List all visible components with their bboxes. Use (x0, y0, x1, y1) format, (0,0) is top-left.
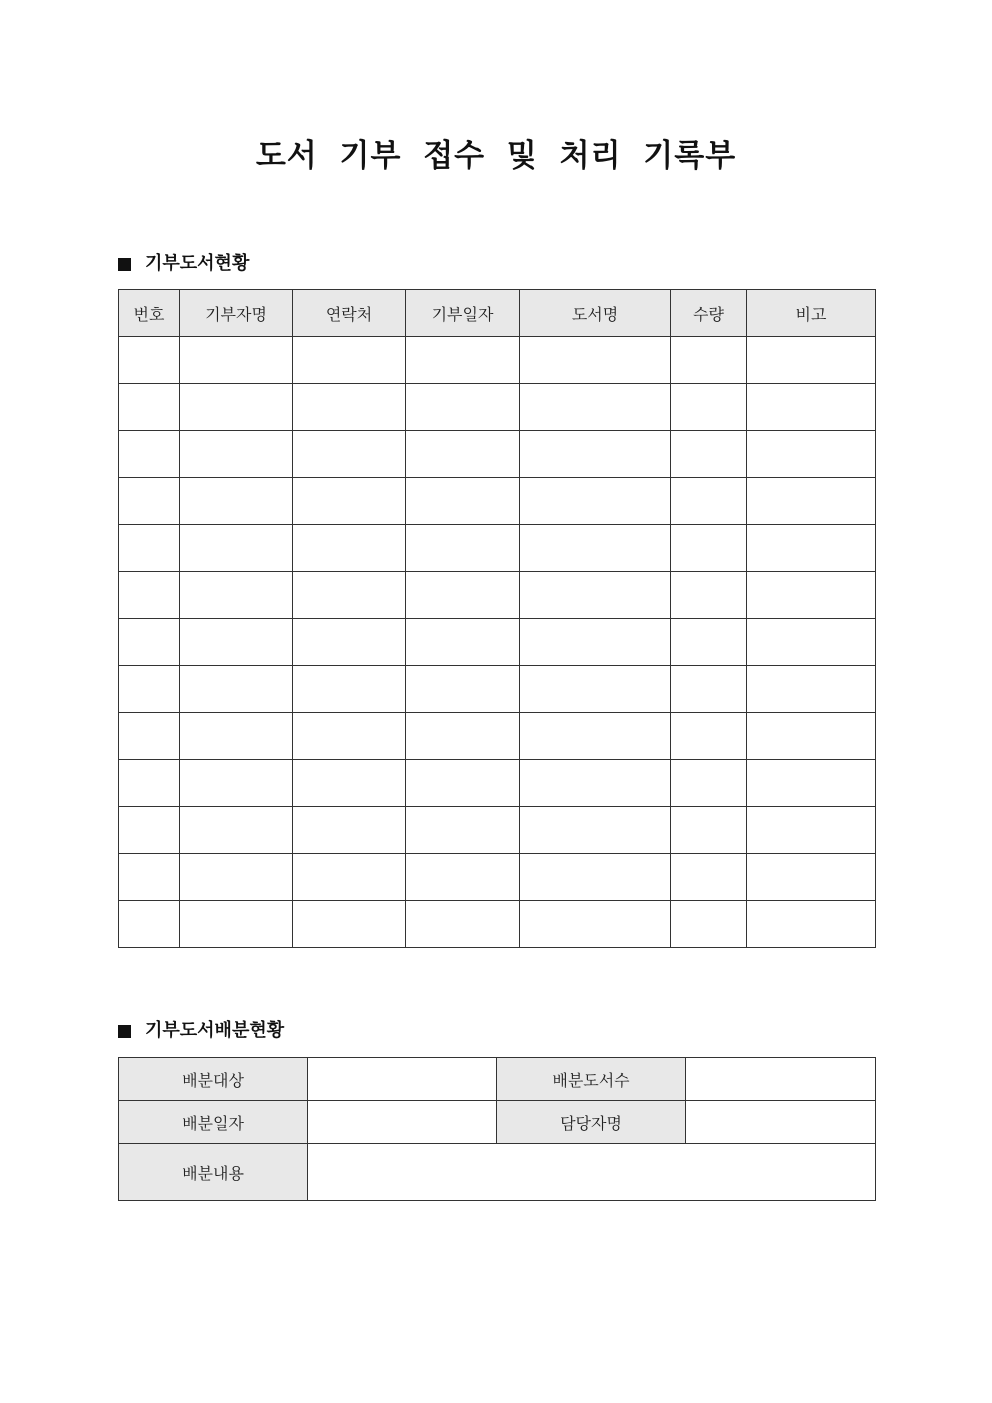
cell-remarks[interactable] (747, 666, 876, 713)
cell-contact[interactable] (293, 384, 406, 431)
cell-donation-date[interactable] (406, 666, 520, 713)
cell-number[interactable] (119, 478, 180, 525)
column-header-book-title: 도서명 (520, 290, 671, 337)
cell-donor-name[interactable] (180, 760, 293, 807)
cell-remarks[interactable] (747, 525, 876, 572)
cell-quantity[interactable] (671, 525, 747, 572)
cell-contact[interactable] (293, 478, 406, 525)
cell-quantity[interactable] (671, 431, 747, 478)
cell-contact[interactable] (293, 525, 406, 572)
cell-remarks[interactable] (747, 854, 876, 901)
table-row (119, 666, 876, 713)
label-distribution-manager: 담당자명 (497, 1101, 686, 1144)
table-row (119, 1101, 876, 1144)
cell-remarks[interactable] (747, 619, 876, 666)
cell-number[interactable] (119, 525, 180, 572)
cell-number[interactable] (119, 384, 180, 431)
cell-donation-date[interactable] (406, 572, 520, 619)
cell-number[interactable] (119, 760, 180, 807)
table-row (119, 854, 876, 901)
cell-donor-name[interactable] (180, 572, 293, 619)
cell-quantity[interactable] (671, 572, 747, 619)
cell-donation-date[interactable] (406, 525, 520, 572)
distribution-status-table (118, 1057, 876, 1201)
cell-donation-date[interactable] (406, 619, 520, 666)
table-row (119, 1144, 876, 1201)
cell-donor-name[interactable] (180, 901, 293, 948)
cell-quantity[interactable] (671, 807, 747, 854)
cell-donor-name[interactable] (180, 384, 293, 431)
table-row (119, 384, 876, 431)
cell-donor-name[interactable] (180, 713, 293, 760)
cell-number[interactable] (119, 666, 180, 713)
cell-contact[interactable] (293, 431, 406, 478)
field-distribution-manager[interactable] (686, 1101, 876, 1144)
cell-book-title[interactable] (520, 337, 671, 384)
column-header-donation-date: 기부일자 (406, 290, 520, 337)
square-bullet-icon (118, 1025, 131, 1038)
cell-number[interactable] (119, 854, 180, 901)
donation-table-body (119, 337, 876, 948)
cell-donor-name[interactable] (180, 807, 293, 854)
square-bullet-icon (118, 258, 131, 271)
cell-donor-name[interactable] (180, 854, 293, 901)
cell-donation-date[interactable] (406, 478, 520, 525)
cell-number[interactable] (119, 337, 180, 384)
cell-donation-date[interactable] (406, 713, 520, 760)
table-row (119, 1058, 876, 1101)
cell-donation-date[interactable] (406, 760, 520, 807)
cell-contact[interactable] (293, 901, 406, 948)
cell-quantity[interactable] (671, 478, 747, 525)
cell-book-title[interactable] (520, 760, 671, 807)
table-row (119, 807, 876, 854)
cell-book-title[interactable] (520, 525, 671, 572)
cell-remarks[interactable] (747, 760, 876, 807)
cell-donor-name[interactable] (180, 478, 293, 525)
cell-remarks[interactable] (747, 384, 876, 431)
cell-donation-date[interactable] (406, 854, 520, 901)
cell-book-title[interactable] (520, 478, 671, 525)
cell-donor-name[interactable] (180, 337, 293, 384)
cell-number[interactable] (119, 572, 180, 619)
cell-donation-date[interactable] (406, 337, 520, 384)
cell-remarks[interactable] (747, 807, 876, 854)
cell-remarks[interactable] (747, 713, 876, 760)
cell-book-title[interactable] (520, 807, 671, 854)
label-distribution-date: 배분일자 (119, 1101, 308, 1144)
cell-remarks[interactable] (747, 901, 876, 948)
table-row (119, 431, 876, 478)
column-header-remarks: 비고 (747, 290, 876, 337)
cell-book-title[interactable] (520, 713, 671, 760)
cell-remarks[interactable] (747, 478, 876, 525)
cell-quantity[interactable] (671, 760, 747, 807)
cell-donor-name[interactable] (180, 619, 293, 666)
cell-quantity[interactable] (671, 337, 747, 384)
cell-book-title[interactable] (520, 854, 671, 901)
cell-number[interactable] (119, 807, 180, 854)
cell-remarks[interactable] (747, 572, 876, 619)
cell-quantity[interactable] (671, 713, 747, 760)
label-distribution-target: 배분대상 (119, 1058, 308, 1101)
column-header-number: 번호 (119, 290, 180, 337)
cell-contact[interactable] (293, 572, 406, 619)
field-distribution-book-count[interactable] (686, 1058, 876, 1101)
cell-book-title[interactable] (520, 384, 671, 431)
cell-quantity[interactable] (671, 619, 747, 666)
cell-quantity[interactable] (671, 854, 747, 901)
cell-donor-name[interactable] (180, 431, 293, 478)
table-header-row (119, 290, 876, 337)
table-row (119, 572, 876, 619)
cell-contact[interactable] (293, 619, 406, 666)
donation-section-heading-text: 기부도서현황 (145, 253, 250, 274)
cell-number[interactable] (119, 619, 180, 666)
cell-quantity[interactable] (671, 666, 747, 713)
cell-contact[interactable] (293, 713, 406, 760)
column-header-donor-name: 기부자명 (180, 290, 293, 337)
cell-remarks[interactable] (747, 431, 876, 478)
cell-donation-date[interactable] (406, 901, 520, 948)
column-header-quantity: 수량 (671, 290, 747, 337)
label-distribution-content: 배분내용 (119, 1144, 308, 1201)
cell-donation-date[interactable] (406, 431, 520, 478)
cell-donor-name[interactable] (180, 666, 293, 713)
table-row (119, 901, 876, 948)
cell-contact[interactable] (293, 666, 406, 713)
distribution-section-heading-text: 기부도서배분현황 (145, 1020, 285, 1041)
cell-book-title[interactable] (520, 666, 671, 713)
cell-book-title[interactable] (520, 619, 671, 666)
cell-number[interactable] (119, 431, 180, 478)
cell-contact[interactable] (293, 854, 406, 901)
cell-donation-date[interactable] (406, 807, 520, 854)
field-distribution-date[interactable] (308, 1101, 497, 1144)
cell-contact[interactable] (293, 807, 406, 854)
cell-number[interactable] (119, 713, 180, 760)
cell-quantity[interactable] (671, 384, 747, 431)
donation-status-table (118, 289, 876, 948)
distribution-section-heading (118, 1019, 284, 1043)
table-row (119, 478, 876, 525)
cell-number[interactable] (119, 901, 180, 948)
cell-donation-date[interactable] (406, 384, 520, 431)
cell-book-title[interactable] (520, 572, 671, 619)
column-header-contact: 연락처 (293, 290, 406, 337)
cell-contact[interactable] (293, 760, 406, 807)
field-distribution-target[interactable] (308, 1058, 497, 1101)
donation-section-heading (118, 252, 249, 276)
label-distribution-book-count: 배분도서수 (497, 1058, 686, 1101)
field-distribution-content[interactable] (308, 1144, 876, 1201)
table-row (119, 619, 876, 666)
table-row (119, 525, 876, 572)
cell-book-title[interactable] (520, 901, 671, 948)
table-row (119, 337, 876, 384)
cell-contact[interactable] (293, 337, 406, 384)
cell-quantity[interactable] (671, 901, 747, 948)
cell-remarks[interactable] (747, 337, 876, 384)
cell-book-title[interactable] (520, 431, 671, 478)
table-row (119, 713, 876, 760)
cell-donor-name[interactable] (180, 525, 293, 572)
document-title: 도서 기부 접수 및 처리 기록부 (255, 138, 737, 174)
table-row (119, 760, 876, 807)
